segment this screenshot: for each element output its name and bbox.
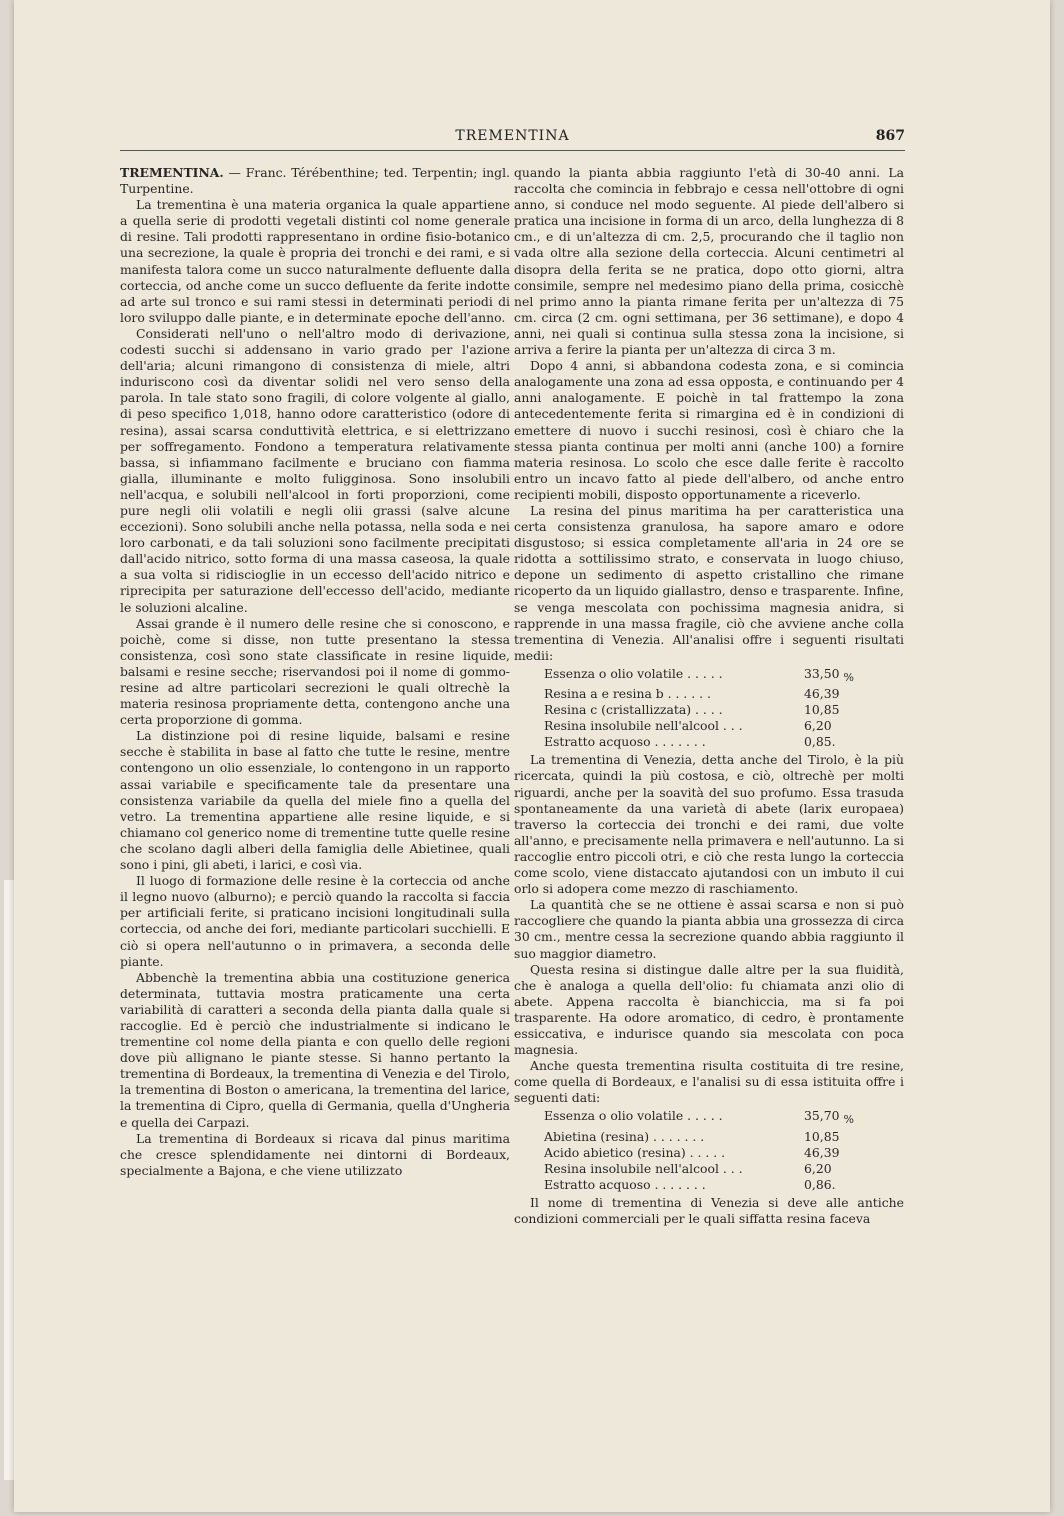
analysis-row	[544, 666, 874, 686]
analysis-label: Resina insolubile nell'alcool . . .	[544, 718, 743, 734]
running-title: TREMENTINA	[455, 128, 570, 144]
paragraph: La distinzione poi di resine liquide, balsami e resine secche è stabilita in base al fatto che tutte le resine, mentre contengono un olio essenziale, lo contengono in un rapporto assai variabile e specificamente tale da presentare una consistenza variabile da quella del miele fino a quella del vetro. La trementina appartiene alle resine liquide, e si chiamano col generico nome di trementine tutte quelle resine che scolano dagli alberi della famiglia delle Abietinee, quali sono i pini, gli abeti, i larici, e così via.	[120, 728, 510, 873]
analysis-value: 46,39	[804, 1144, 840, 1160]
page-number: 867	[875, 128, 905, 144]
paragraph: Dopo 4 anni, si abbandona codesta zona, e si comincia analogamente una zona ad essa opposta, e continuando per 4 anni analogamente. E poichè in tal frattempo la zona antecedentemente ferita si rimargina ed è in condizioni di emettere di nuovo i succhi resinosi, così è chiaro che la stessa pianta continua per molti anni (anche 100) a fornire materia resinosa. Lo scolo che esce dalle ferite è raccolto entro un incavo fatto al piede dell'albero, od anche entro recipienti mobili, disposto opportunamente a riceverlo.	[514, 358, 904, 502]
paragraph: Anche questa trementina risulta costituita di tre resine, come quella di Bordeaux, e l'analisi su di essa istituita offre i seguenti dati:	[514, 1058, 904, 1106]
analysis-value: 6,20	[804, 718, 832, 734]
analysis-row	[544, 718, 874, 734]
analysis-table-bordeaux	[544, 666, 874, 750]
analysis-value	[804, 666, 874, 686]
analysis-label: Resina a e resina b . . . . . .	[544, 686, 711, 701]
paragraph: Il luogo di formazione delle resine è la corteccia od anche il legno nuovo (alburno); e perciò quando la raccolta si faccia per artificiali ferite, si praticano incisioni longitudinali sulla corteccia, od anche dei fori, mediante particolari succhielli. E ciò si opera nell'autunno o in primavera, a seconda delle piante.	[120, 873, 510, 969]
analysis-row	[544, 1177, 874, 1193]
analysis-number: 33,50	[804, 665, 840, 681]
paragraph: Questa resina si distingue dalle altre per la sua fluidità, che è analoga a quella dell'olio: fu chiamata anzi olio di abete. Appena raccolta è bianchiccia, ma si fa poi trasparente. Ha odore aromatico, di cedro, è prontamente essiccativa, e indurisce quando sia mescolata con poca magnesia.	[514, 961, 904, 1058]
analysis-row	[544, 1161, 874, 1177]
analysis-label: Resina insolubile nell'alcool . . .	[544, 1160, 743, 1176]
paragraph: La trementina è una materia organica la quale appartiene a quella serie di prodotti vegetali distinti col nome generale di resine. Tali prodotti rappresentano in ordine fisio-botanico una secrezione, la quale è propria dei tronchi e dei rami, e si manifesta talora come un succo naturalmente defluente dalla corteccia, od anche come un succo defluente da ferite indotte ad arte sul tronco e sui rami stessi in determinati periodi di loro sviluppo dalle piante, e in determinate epoche dell'anno.	[120, 197, 510, 325]
analysis-label: Essenza o olio volatile . . . . .	[544, 1108, 723, 1124]
paragraph: La trementina di Bordeaux si ricava dal pinus maritima che cresce splendidamente nei dintorni di Bordeaux, specialmente a Bajona, e che viene utilizzato	[120, 1130, 510, 1178]
book-page	[14, 0, 1050, 1512]
analysis-label: Acido abietico (resina) . . . . .	[544, 1144, 726, 1160]
paragraph: La quantità che se ne ottiene è assai scarsa e non si può raccogliere che quando la pianta abbia una grossezza di circa 30 cm., mentre cessa la secrezione quando abbia raggiunto il suo maggior diametro.	[514, 897, 904, 961]
paragraph: La trementina di Venezia, detta anche del Tirolo, è la più ricercata, quindi la più costosa, e ciò, oltrechè per molti riguardi, anche per la soavità del suo profumo. Essa trasuda spontaneamente da una varietà di abete (larix europaea) traverso la corteccia dei tronchi e dei rami, due volte all'anno, e precisamente nella primavera e nell'autunno. La si raccoglie entro piccoli otri, e ciò che resta lungo la corteccia come scolo, viene distaccato ajutandosi con un imbuto il cui orlo si adopera come mezzo di raschiamento.	[514, 752, 904, 897]
entry-heading	[120, 165, 510, 197]
percent-sign: %	[843, 1113, 854, 1127]
left-column	[120, 165, 510, 1179]
analysis-value: 0,85.	[804, 734, 836, 750]
analysis-row	[544, 1108, 874, 1128]
analysis-value: 0,86.	[804, 1176, 836, 1192]
paragraph: Assai grande è il numero delle resine che si conoscono, e poichè, come si disse, non tutte presentano la stessa consistenza, così sono state classificate in resine liquide, balsami e resine secche; riservandosi poi il nome di gommo-resine ad altre particolari secrezioni le quali oltrechè la materia resinosa propriamente detta, contengono anche una certa proporzione di gomma.	[120, 615, 510, 728]
analysis-label: Essenza o olio volatile . . . . .	[544, 665, 723, 681]
analysis-value: 46,39	[804, 686, 840, 701]
analysis-value	[804, 1108, 874, 1128]
paragraph: Il nome di trementina di Venezia si deve alle antiche condizioni commerciali per le quali siffatta resina faceva	[514, 1194, 904, 1226]
analysis-value: 10,85	[804, 702, 840, 718]
percent-sign: %	[843, 670, 854, 684]
paragraph: Considerati nell'uno o nell'altro modo di derivazione, codesti succhi si addensano in vario grado per l'azione dell'aria; alcuni rimangono di consistenza di miele, altri induriscono così da diventar solidi nel vero senso della parola. In tale stato sono fragili, di colore volgente al giallo, di peso specifico 1,018, hanno odore caratteristico (odore di resina), assai scarsa conduttività elettrica, e si elettrizzano per soffregamento. Fondono a temperatura relativamente bassa, si infiammano facilmente e bruciano con fiamma gialla, illuminante e molto fuligginosa. Sono insolubili nell'acqua, e solubili nell'alcool in forti proporzioni, come pure negli olii volatili e negli olii grassi (salve alcune eccezioni). Sono solubili anche nella potassa, nella soda e nei loro carbonati, e da tali soluzioni sono facilmente precipitati dall'acido nitrico, sotto forma di una massa caseosa, la quale a sua volta si ridiscioglie in un eccesso dell'acido nitrico e riprecipita per saturazione dell'eccesso dell'acido, mediante le soluzioni alcaline.	[120, 325, 510, 615]
analysis-number: 35,70	[804, 1108, 840, 1124]
analysis-label: Estratto acquoso . . . . . . .	[544, 734, 706, 750]
analysis-row	[544, 702, 874, 718]
paragraph: Abbenchè la trementina abbia una costituzione generica determinata, tuttavia mostra praticamente una certa variabilità di caratteri a seconda della pianta dalla quale si raccoglie. Ed è perciò che industrialmente si indicano le trementine col nome della pianta e con quello delle regioni dove più allignano le piante stesse. Si hanno pertanto la trementina di Bordeaux, la trementina di Venezia e del Tirolo, la trementina di Boston o americana, la trementina del larice, la trementina di Cipro, quella di Germania, quella d'Ungheria e quella dei Carpazi.	[120, 969, 510, 1130]
analysis-label: Abietina (resina) . . . . . . .	[544, 1128, 705, 1144]
analysis-row	[544, 734, 874, 750]
headword-translations: — Franc. Térébenthine; ted. Terpentin; ingl. Turpentine.	[120, 165, 510, 197]
analysis-label: Estratto acquoso . . . . . . .	[544, 1176, 706, 1192]
analysis-table-venezia	[544, 1108, 874, 1192]
analysis-row	[544, 1129, 874, 1145]
paragraph: La resina del pinus maritima ha per caratteristica una certa consistenza granulosa, ha sapore amaro e odore disgustoso; si essica completamente all'aria in 24 ore se ridotta a sottilissimo strato, e conservata in luogo chiuso, depone un sedimento di aspetto cristallino che rimane ricoperto da un liquido giallastro, denso e trasparente. Infine, se venga mescolata con pochissima magnesia anidra, si rapprende in una massa fragile, ciò che avviene anche colla trementina di Venezia. All'analisi offre i seguenti risultati medii:	[514, 502, 904, 663]
analysis-value: 6,20	[804, 1160, 832, 1176]
analysis-label: Resina c (cristallizzata) . . . .	[544, 702, 723, 718]
paragraph: quando la pianta abbia raggiunto l'età di 30-40 anni. La raccolta che comincia in febbrajo e cessa nell'ottobre di ogni anno, si conduce nel modo seguente. Al piede dell'albero si pratica una incisione in forma di un arco, della lunghezza di 8 cm., e di un'altezza di cm. 2,5, procurando che il taglio non vada oltre alla sezione della corteccia. Alcuni centimetri al disopra della ferita se ne pratica, dopo otto giorni, altra consimile, sempre nel medesimo piano della prima, cosicchè nel primo anno la pianta rimane ferita per un'altezza di 75 cm. circa (2 cm. ogni settimana, per 36 settimane), e dopo 4 anni, nei quali si continua sulla stessa zona la incisione, si arriva a ferire la pianta per un'altezza di circa 3 m.	[514, 165, 904, 358]
running-header	[120, 128, 905, 151]
right-column	[514, 165, 904, 1227]
headword: TREMENTINA.	[120, 165, 224, 180]
analysis-row	[544, 686, 874, 702]
analysis-value: 10,85	[804, 1128, 840, 1144]
analysis-row	[544, 1145, 874, 1161]
